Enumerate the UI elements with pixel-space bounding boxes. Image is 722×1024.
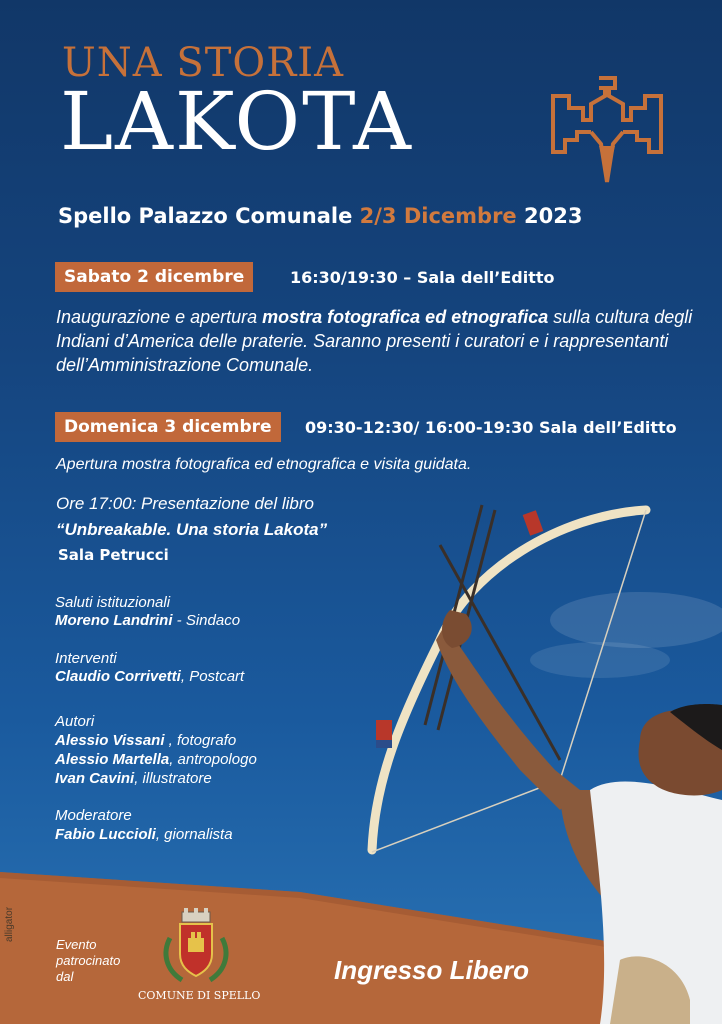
- credit-person: [55, 751, 257, 768]
- credit-person-name: Claudio Corrivetti: [55, 668, 181, 685]
- credit-person: [55, 770, 212, 787]
- credit-person-name: Alessio Martella: [55, 751, 170, 768]
- saturday-desc-before: Inaugurazione e apertura: [56, 307, 263, 327]
- credit-person-name: Alessio Vissani: [55, 732, 165, 749]
- venue-year: 2023: [524, 204, 583, 228]
- credit-role: Saluti istituzionali: [55, 594, 171, 611]
- saturday-time: 16:30/19:30 – Sala dell’Editto: [290, 268, 555, 287]
- saturday-desc-bold: mostra fotografica ed etnografica: [262, 307, 549, 327]
- credit-person: [55, 612, 240, 629]
- credit-person-title: , antropologo: [169, 751, 257, 768]
- thunderbird-icon: [549, 74, 665, 186]
- credit-person: [55, 668, 244, 685]
- credit-person-title: , illustratore: [134, 770, 212, 787]
- free-entry-label: Ingresso Libero: [334, 955, 530, 985]
- credit-person-title: , Postcart: [180, 668, 245, 685]
- sunday-time: 09:30-12:30/ 16:00-19:30 Sala dell’Editto: [305, 418, 677, 437]
- credit-person: [55, 826, 233, 843]
- credit-person-title: , giornalista: [155, 826, 233, 843]
- credit-person: [55, 732, 236, 749]
- saturday-badge: Sabato 2 dicembre: [55, 262, 253, 292]
- credit-role: Autori: [55, 713, 95, 730]
- saturday-desc-after: sulla cultura degli Indiani d’America delle praterie. Saranno presenti i curatori e i rappresentanti dell’Amministrazione Comunale.: [56, 307, 693, 375]
- credit-person-title: , fotografo: [164, 732, 237, 749]
- credit-person-name: Ivan Cavini: [55, 770, 135, 787]
- venue-prefix: Spello Palazzo Comunale: [58, 204, 353, 228]
- comune-crest-icon: [160, 908, 232, 992]
- book-presentation-line: Ore 17:00: Presentazione del libro: [56, 494, 314, 513]
- credit-role: Moderatore: [55, 807, 132, 824]
- credit-person-name: Fabio Luccioli: [55, 826, 156, 843]
- comune-label: COMUNE DI SPELLO: [138, 989, 261, 1002]
- credit-role: Interventi: [55, 650, 117, 667]
- credit-person-title: - Sindaco: [172, 612, 241, 629]
- title-large: LAKOTA: [60, 75, 413, 168]
- sunday-badge: Domenica 3 dicembre: [55, 412, 281, 442]
- designer-credit: alligator: [4, 906, 15, 942]
- patronage-text: Evento patrocinato dal: [56, 937, 121, 984]
- book-room: Sala Petrucci: [58, 546, 169, 564]
- saturday-description: [56, 305, 696, 377]
- venue-line: [58, 204, 582, 228]
- credit-person-name: Moreno Landrini: [55, 612, 173, 629]
- title-small: UNA STORIA: [62, 40, 344, 86]
- venue-dates: 2/3 Dicembre: [359, 204, 517, 228]
- sunday-description: Apertura mostra fotografica ed etnografica e visita guidata.: [56, 456, 472, 473]
- book-title: “Unbreakable. Una storia Lakota”: [56, 520, 328, 539]
